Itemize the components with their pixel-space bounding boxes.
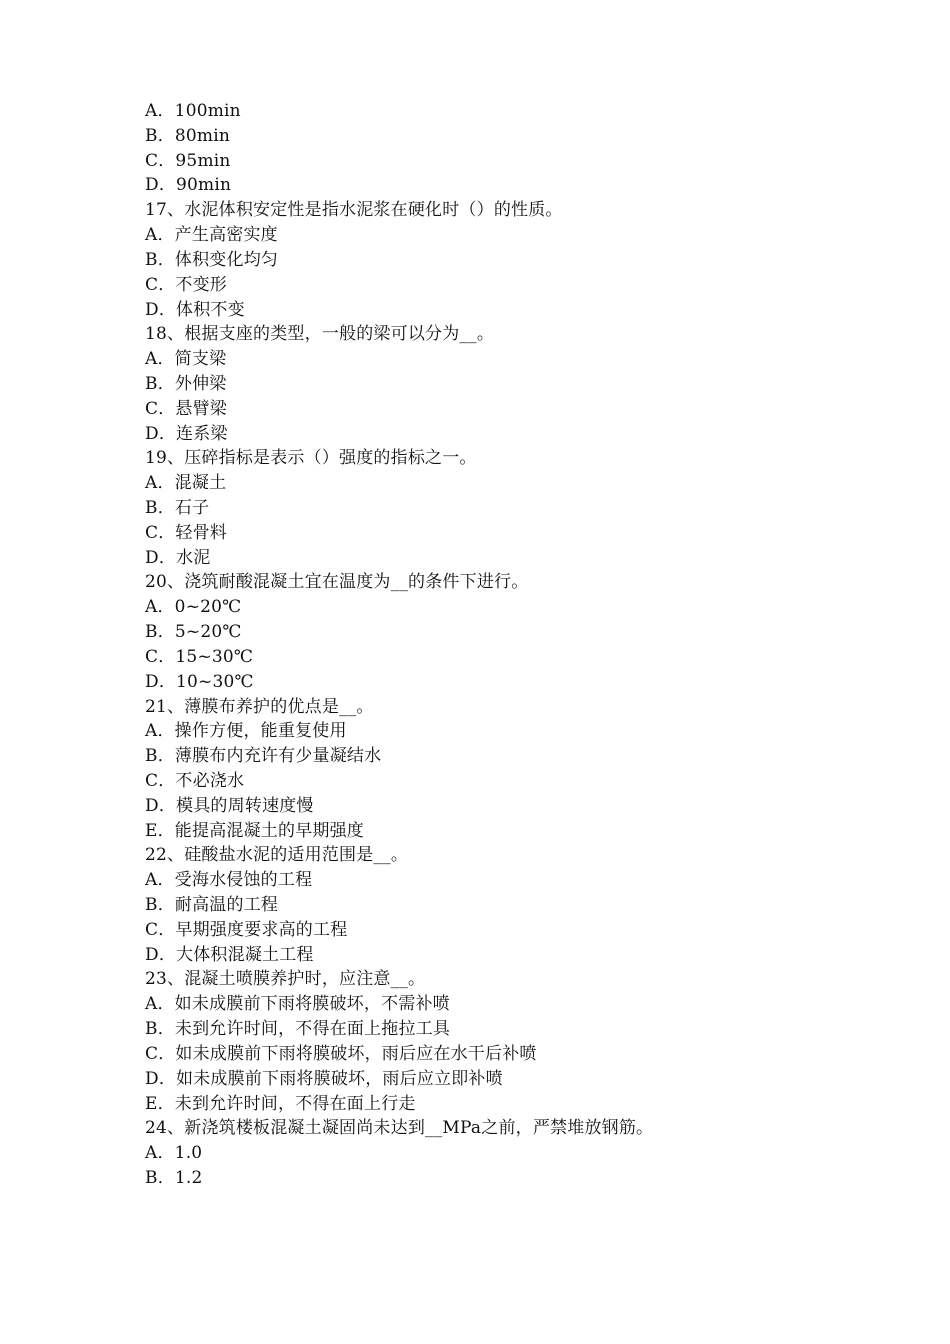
answer-option: D．大体积混凝土工程 [145,944,314,965]
answer-option: A．如未成膜前下雨将膜破坏，不需补喷 [145,994,450,1015]
answer-option: A．混凝土 [145,473,227,494]
answer-option: B．石子 [145,498,210,518]
answer-option: A．0~20℃ [145,597,242,618]
question-text: 24、新浇筑楼板混凝土凝固尚未达到__MPa之前，严禁堆放钢筋。 [145,1118,654,1139]
answer-option: D．水泥 [145,547,211,568]
answer-option: B．80min [145,125,231,146]
answer-option: C．早期强度要求高的工程 [145,919,348,940]
answer-option: D．如未成膜前下雨将膜破坏，雨后应立即补喷 [145,1068,503,1089]
answer-option: C．95min [145,150,231,171]
answer-option: C．15~30℃ [145,646,254,667]
answer-option: B．薄膜布内充许有少量凝结水 [145,746,382,767]
answer-option: A．受海水侵蚀的工程 [145,870,313,891]
answer-option: D．模具的周转速度慢 [145,795,314,816]
answer-option: C．如未成膜前下雨将膜破坏，雨后应在水干后补喷 [145,1043,537,1064]
answer-option: C．悬臂梁 [145,398,228,419]
answer-option: C．不必浇水 [145,770,245,791]
question-text: 20、浇筑耐酸混凝土宜在温度为__的条件下进行。 [145,572,529,593]
answer-option: B．耐高温的工程 [145,895,279,915]
answer-option: B．外伸梁 [145,373,227,394]
answer-option: C．不变形 [145,274,228,295]
answer-option: B．体积变化均匀 [145,249,279,270]
answer-option: D．10~30℃ [145,671,254,692]
question-text: 19、压碎指标是表示（）强度的指标之一。 [145,448,477,469]
answer-option: D．90min [145,175,232,196]
answer-option: A．产生高密实度 [145,225,278,246]
question-text: 17、水泥体积安定性是指水泥浆在硬化时（）的性质。 [145,200,563,221]
answer-option: E．能提高混凝土的早期强度 [145,820,365,841]
answer-option: C．轻骨料 [145,522,228,543]
answer-option: D．连系梁 [145,423,228,444]
question-text: 22、硅酸盐水泥的适用范围是__。 [145,845,409,866]
answer-option: D．体积不变 [145,299,245,320]
document-body [145,99,865,1191]
answer-option: B．1.2 [145,1167,203,1188]
answer-option: A．100min [145,101,241,121]
question-text: 23、混凝土喷膜养护时，应注意__。 [145,969,426,990]
answer-option: B．5~20℃ [145,622,242,643]
question-text: 18、根据支座的类型，一般的梁可以分为__。 [145,324,495,345]
answer-option: A．简支梁 [145,349,227,370]
answer-option: A．操作方便，能重复使用 [145,721,347,742]
answer-option: E．未到允许时间，不得在面上行走 [145,1093,416,1114]
answer-option: A．1.0 [145,1143,203,1164]
question-text: 21、薄膜布养护的优点是__。 [145,696,374,717]
answer-option: B．未到允许时间，不得在面上拖拉工具 [145,1019,451,1040]
